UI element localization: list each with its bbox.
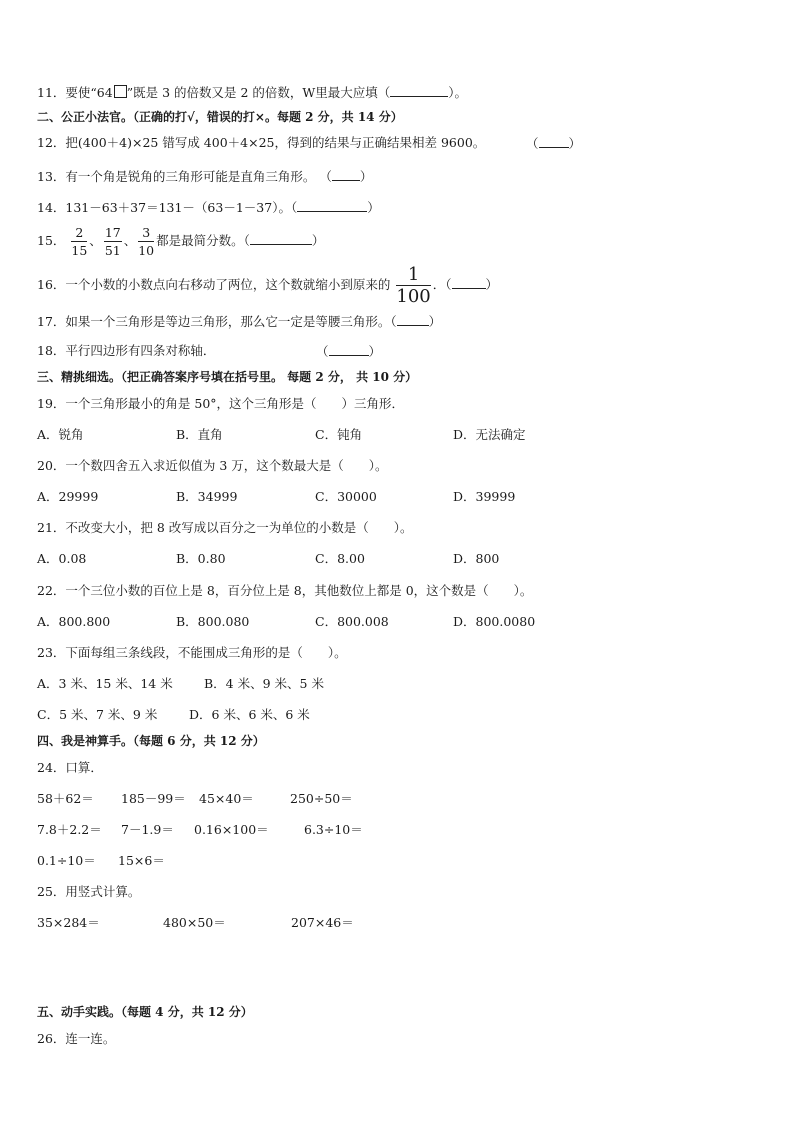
answer-blank-14[interactable] [297, 199, 367, 212]
option-c[interactable]: C．5 米、7 米、9 米 [37, 707, 158, 722]
question-25: 25．用竖式计算。 [37, 884, 141, 899]
fraction-one-hundredth: $\frac{1}{100}$ [396, 264, 431, 307]
answer-blank-15[interactable] [250, 232, 312, 245]
option-a[interactable]: A．0.08 [37, 551, 87, 566]
question-20: 20．一个数四舍五入求近似值为 3 万，这个数最大是（ ）。 [37, 458, 388, 473]
oral-calc-item: 7.8＋2.2＝ [37, 822, 102, 837]
question-24: 24．口算． [37, 760, 103, 775]
option-b[interactable]: B．直角 [176, 427, 223, 442]
answer-paren-12: （ ） [526, 136, 582, 151]
option-b[interactable]: B．34999 [176, 489, 238, 504]
digit-box[interactable] [114, 85, 127, 98]
vertical-calc-item: 480×50＝ [163, 915, 226, 930]
oral-calc-item: 7－1.9＝ [121, 822, 174, 837]
question-21: 21．不改变大小，把 8 改写成以百分之一为单位的小数是（ ）。 [37, 520, 413, 535]
question-18: 18．平行四边形有四条对称轴． [37, 343, 216, 358]
oral-calc-item: 6.3÷10＝ [304, 822, 363, 837]
oral-calc-item: 15×6＝ [118, 853, 165, 868]
question-19: 19．一个三角形最小的角是 50°，这个三角形是（ ）三角形． [37, 396, 405, 411]
option-b[interactable]: B．800.080 [176, 614, 250, 629]
section-2-heading: 二、公正小法官。（正确的打√，错误的打×。每题 2 分，共 14 分） [37, 110, 403, 124]
option-a[interactable]: A．29999 [37, 489, 99, 504]
answer-paren-18: （ ） [316, 344, 382, 359]
answer-blank-16[interactable] [452, 276, 486, 289]
option-d[interactable]: D．800.0080 [453, 614, 536, 629]
option-b[interactable]: B．0.80 [176, 551, 226, 566]
option-d[interactable]: D．6 米、6 米、6 米 [189, 707, 310, 722]
option-c[interactable]: C．8.00 [315, 551, 365, 566]
question-13: 13．有一个角是锐角的三角形可能是直角三角形。 （ ） [37, 169, 373, 184]
section-4-heading: 四、我是神算手。（每题 6 分，共 12 分） [37, 734, 265, 748]
question-26: 26．连一连。 [37, 1031, 116, 1046]
question-15: 15． $\frac{2}{15}$ 、 $\frac{17}{51}$ 、 $\frac{3}{10}$ 都是最简分数。（ ） [37, 225, 325, 258]
option-c[interactable]: C．钝角 [315, 427, 363, 442]
answer-blank-17[interactable] [397, 313, 429, 326]
oral-calc-item: 0.1÷10＝ [37, 853, 96, 868]
question-23: 23．下面每组三条线段，不能围成三角形的是（ ）。 [37, 645, 347, 660]
option-d[interactable]: D．800 [453, 551, 500, 566]
option-a[interactable]: A．3 米、15 米、14 米 [37, 676, 173, 691]
answer-blank-13[interactable] [332, 168, 360, 181]
option-d[interactable]: D．39999 [453, 489, 516, 504]
option-c[interactable]: C．30000 [315, 489, 377, 504]
fraction-1: $\frac{2}{15}$ [71, 225, 88, 258]
answer-blank-18[interactable] [329, 343, 369, 356]
oral-calc-item: 58＋62＝ [37, 791, 94, 806]
answer-blank-12[interactable] [539, 135, 569, 148]
option-d[interactable]: D．无法确定 [453, 427, 526, 442]
fraction-2: $\frac{17}{51}$ [104, 225, 121, 258]
oral-calc-item: 250÷50＝ [290, 791, 353, 806]
option-a[interactable]: A．800.800 [37, 614, 111, 629]
section-5-heading: 五、动手实践。（每题 4 分，共 12 分） [37, 1005, 253, 1019]
section-3-heading: 三、精挑细选。（把正确答案序号填在括号里。 每题 2 分， 共 10 分） [37, 370, 418, 384]
question-17: 17．如果一个三角形是等边三角形，那么它一定是等腰三角形。（ ） [37, 314, 442, 329]
option-a[interactable]: A．锐角 [37, 427, 84, 442]
vertical-calc-item: 35×284＝ [37, 915, 100, 930]
vertical-calc-item: 207×46＝ [291, 915, 354, 930]
oral-calc-item: 45×40＝ [199, 791, 254, 806]
question-16: 16．一个小数的小数点向右移动了两位，这个数就缩小到原来的 $\frac{1}{100}$ ．（ ） [37, 264, 499, 307]
option-b[interactable]: B．4 米、9 米、5 米 [204, 676, 324, 691]
oral-calc-item: 0.16×100＝ [194, 822, 269, 837]
fraction-3: $\frac{3}{10}$ [138, 225, 155, 258]
question-22: 22．一个三位小数的百位上是 8，百分位上是 8，其他数位上都是 0，这个数是（ ）。 [37, 583, 533, 598]
oral-calc-item: 185－99＝ [121, 791, 186, 806]
option-c[interactable]: C．800.008 [315, 614, 389, 629]
answer-blank-11[interactable] [390, 84, 448, 97]
question-11: 11．要使“64 ”既是 3 的倍数又是 2 的倍数，W里最大应填（ ）。 [37, 85, 468, 100]
question-14: 14．131－63＋37＝131－（63－1－37）。（ ） [37, 200, 380, 215]
question-12: 12．把(400＋4)×25 错写成 400＋4×25，得到的结果与正确结果相差 9600。 [37, 135, 486, 150]
